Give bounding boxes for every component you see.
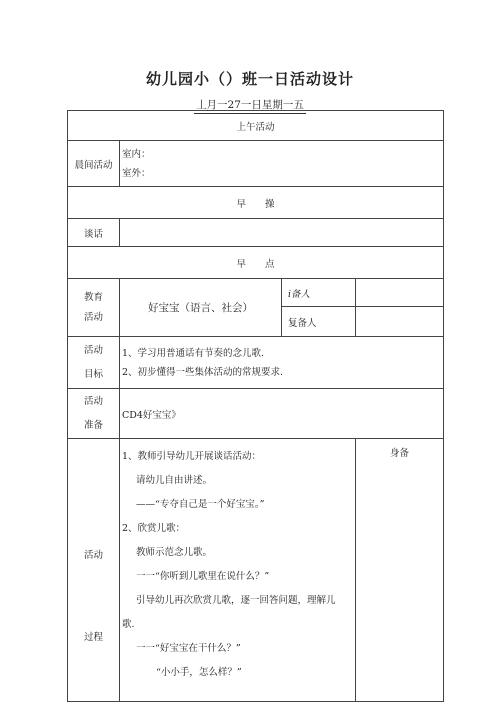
morning-header-row	[68, 111, 444, 141]
talk-content	[120, 219, 444, 247]
page-title: 幼儿园小（）班一日活动设计	[145, 70, 354, 88]
talk-row	[68, 219, 444, 247]
reviewer-label: 复备人	[282, 307, 356, 337]
education-content: 好宝宝（语言、社会）	[120, 279, 282, 337]
snack-row	[68, 247, 444, 279]
outdoor-label: 室外：	[122, 167, 151, 179]
activity-table	[67, 110, 444, 702]
education-label-line2: 活动	[83, 311, 103, 323]
process-notes-column: 身备	[356, 439, 444, 702]
preparation-label-line1: 活动	[83, 395, 103, 407]
education-label	[68, 279, 120, 337]
process-line: 1、教师引导幼儿开展谈话活动：	[122, 451, 262, 462]
talk-label: 谈话	[68, 219, 120, 247]
goals-row	[68, 337, 444, 389]
process-line: 一一“好宝宝在干什么？”	[136, 643, 241, 654]
preparer-value	[356, 279, 444, 307]
process-line: 引导幼儿再次欣赏儿歌，逐一回答问题，理解儿	[136, 595, 336, 606]
preparation-label-line2: 准备	[83, 419, 103, 431]
process-line: 一一“你听到儿歌里在说什么？”	[136, 571, 270, 582]
date-text: 丄月一27一日星期一五	[194, 97, 306, 114]
preparation-label	[68, 389, 120, 439]
process-label-line2: 过程	[83, 632, 103, 643]
goals-label-line2: 目标	[83, 368, 103, 380]
goals-content	[120, 337, 444, 389]
morning-header: 上午活动	[68, 111, 444, 141]
process-line: ——“专夺自己是一个好宝宝。”	[136, 499, 265, 510]
education-label-line1: 教育	[83, 291, 103, 303]
morning-reception-label: 晨间活动	[68, 141, 120, 187]
goal-item: 2、初步懂得一些集体活动的常规要求.	[122, 366, 284, 378]
goal-item: 1、学习用普通话有节奏的念儿歌.	[122, 347, 265, 359]
preparer-label: i备人	[282, 279, 356, 307]
process-line: 请幼儿自由讲述。	[136, 475, 213, 486]
process-line: 歌.	[122, 619, 135, 630]
preparation-content: CD4好宝宝》	[120, 389, 444, 439]
snack: 早 点	[68, 247, 444, 279]
goals-label	[68, 337, 120, 389]
morning-reception-row	[68, 141, 444, 187]
morning-reception-content	[120, 141, 444, 187]
process-line: “小小手，怎么样？”	[156, 667, 242, 678]
process-label	[68, 439, 120, 702]
process-line: 教师示范念儿歌。	[136, 547, 213, 558]
education-row-1	[68, 279, 444, 307]
process-line: 2、欣赏儿歌：	[122, 523, 186, 534]
process-label-line1: 活动	[83, 550, 103, 561]
process-row	[68, 439, 444, 702]
morning-exercise: 早 操	[68, 187, 444, 219]
indoor-label: 室内：	[122, 148, 151, 160]
reviewer-value	[356, 307, 444, 337]
morning-exercise-row	[68, 187, 444, 219]
goals-label-line1: 活动	[83, 344, 103, 356]
process-content	[120, 439, 356, 702]
preparation-row	[68, 389, 444, 439]
